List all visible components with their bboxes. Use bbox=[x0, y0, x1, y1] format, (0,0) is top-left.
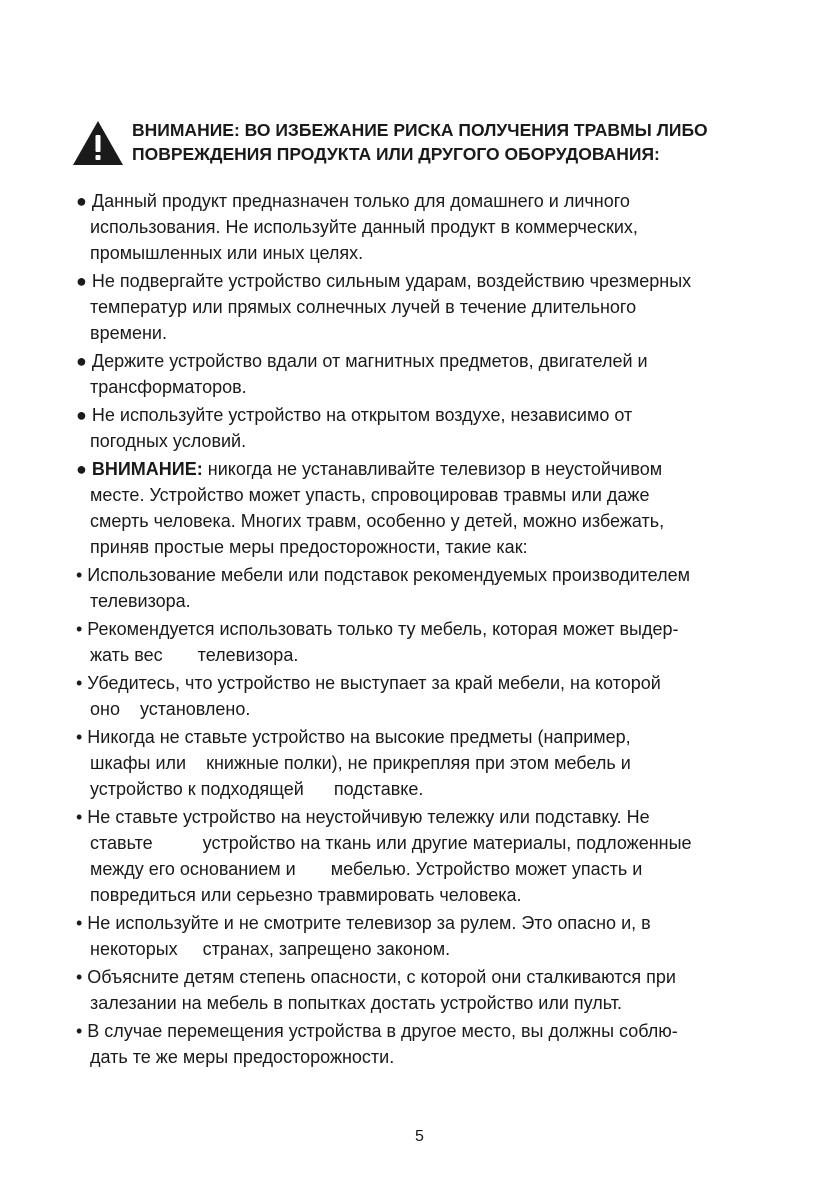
list-item-line: смерть человека. Многих травм, особенно у детей, можно избежать, bbox=[90, 511, 665, 531]
list-item-line: некоторых странах, запрещено законом. bbox=[90, 939, 451, 959]
list-item bbox=[76, 402, 776, 454]
list-item-line bbox=[76, 456, 776, 482]
list-item bbox=[76, 188, 776, 266]
list-item-line: • Никогда не ставьте устройство на высокие предметы (например, bbox=[76, 727, 631, 747]
list-item-line: жать вес телевизора. bbox=[90, 645, 299, 665]
list-item-line: использования. Не используйте данный продукт в коммерческих, bbox=[90, 217, 638, 237]
list-item-line: • Не ставьте устройство на неустойчивую тележку или подставку. Не bbox=[76, 807, 650, 827]
attention-label: ● ВНИМАНИЕ: bbox=[76, 459, 203, 479]
list-item-attention bbox=[76, 456, 776, 560]
list-item-line: месте. Устройство может упасть, спровоцировав травмы или даже bbox=[90, 485, 650, 505]
list-item bbox=[76, 1018, 776, 1070]
list-item-line: ● Не используйте устройство на открытом воздухе, независимо от bbox=[76, 405, 633, 425]
list-item bbox=[76, 348, 776, 400]
list-item-line: промышленных или иных целях. bbox=[90, 243, 364, 263]
warning-title bbox=[132, 118, 708, 166]
list-item-line: ● Данный продукт предназначен только для домашнего и личного bbox=[76, 191, 630, 211]
list-item bbox=[76, 562, 776, 614]
list-item-line: шкафы или книжные полки), не прикрепляя при этом мебель и bbox=[90, 753, 631, 773]
list-item-line: дать те же меры предосторожности. bbox=[90, 1047, 395, 1067]
list-item bbox=[76, 268, 776, 346]
list-item-line: • В случае перемещения устройства в другое место, вы должны соблю- bbox=[76, 1021, 678, 1041]
list-item-line: • Рекомендуется использовать только ту мебель, которая может выдер- bbox=[76, 619, 679, 639]
page-number: 5 bbox=[415, 1128, 424, 1145]
list-item-line: устройство к подходящей подставке. bbox=[90, 779, 424, 799]
list-item-line: повредиться или серьезно травмировать человека. bbox=[90, 885, 522, 905]
list-item-line: трансформаторов. bbox=[90, 377, 247, 397]
list-item bbox=[76, 964, 776, 1016]
list-item-line: температур или прямых солнечных лучей в течение длительного bbox=[90, 297, 637, 317]
list-item-line: ● Не подвергайте устройство сильным ударам, воздействию чрезмерных bbox=[76, 271, 692, 291]
list-item-line: ставьте устройство на ткань или другие материалы, подложенные bbox=[90, 833, 692, 853]
warning-title-line-1: ВНИМАНИЕ: ВО ИЗБЕЖАНИЕ РИСКА ПОЛУЧЕНИЯ ТРАВМЫ ЛИБО bbox=[132, 120, 708, 140]
warning-title-line-2: ПОВРЕЖДЕНИЯ ПРОДУКТА ИЛИ ДРУГОГО ОБОРУДОВАНИЯ: bbox=[132, 144, 660, 164]
list-item-line: • Объясните детям степень опасности, с которой они сталкиваются при bbox=[76, 967, 676, 987]
list-item bbox=[76, 804, 776, 908]
safety-list bbox=[76, 188, 776, 1072]
warning-header bbox=[72, 118, 772, 166]
list-item-line: ● Держите устройство вдали от магнитных предметов, двигателей и bbox=[76, 351, 648, 371]
list-item-line: времени. bbox=[90, 323, 167, 343]
list-item-line: приняв простые меры предосторожности, такие как: bbox=[90, 537, 528, 557]
list-item bbox=[76, 724, 776, 802]
list-item bbox=[76, 670, 776, 722]
list-item-line: залезании на мебель в попытках достать устройство или пульт. bbox=[90, 993, 622, 1013]
list-item bbox=[76, 910, 776, 962]
attention-text: никогда не устанавливайте телевизор в неустойчивом bbox=[202, 459, 663, 479]
list-item-line: оно установлено. bbox=[90, 699, 251, 719]
list-item-line: между его основанием и мебелью. Устройство может упасть и bbox=[90, 859, 643, 879]
list-item-line: погодных условий. bbox=[90, 431, 247, 451]
list-item-line: • Не используйте и не смотрите телевизор за рулем. Это опасно и, в bbox=[76, 913, 651, 933]
list-item-line: телевизора. bbox=[90, 591, 191, 611]
list-item-line: • Убедитесь, что устройство не выступает за край мебели, на которой bbox=[76, 673, 661, 693]
list-item bbox=[76, 616, 776, 668]
warning-triangle-icon bbox=[72, 120, 124, 166]
list-item-line: • Использование мебели или подставок рекомендуемых производителем bbox=[76, 565, 690, 585]
